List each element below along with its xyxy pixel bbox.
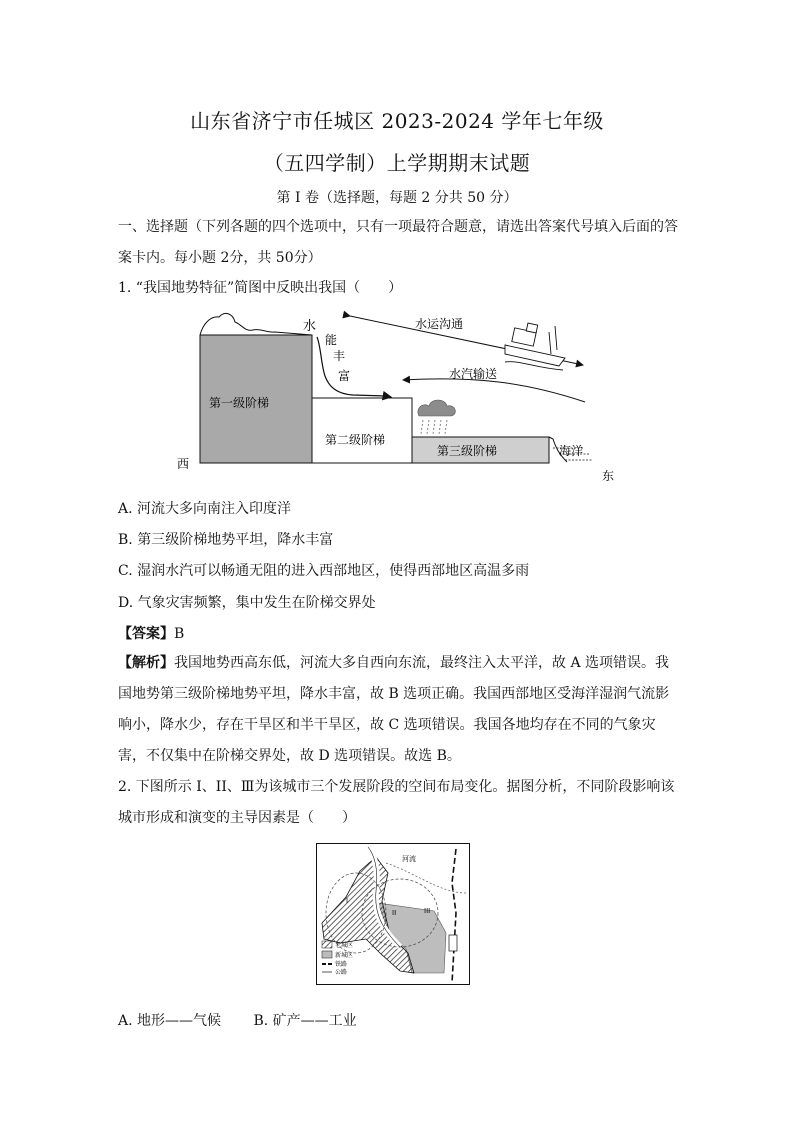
vapor-label: 水汽输送	[449, 367, 498, 381]
step-3-label: 第三级阶梯	[437, 444, 498, 458]
title-line-2: （五四学制）上学期期末试题	[263, 151, 531, 175]
analysis-text: 我国地势西高东低，河流大多自西向东流，最终注入太平洋，故 A 选项错误。我国地势第三级阶梯地势平坦，降水丰富，故 B 选项正确。我国西部地区受海洋湿润气流影响小，降水少，存在干旱区和半干旱区，故 C 选项错误。我国各地均存在不同的气象灾害，不仅集中在阶梯交界处，故 D 选项错误。故选 B。	[118, 655, 670, 764]
river-label: 河流	[402, 855, 416, 863]
step-1-label: 第一级阶梯	[209, 396, 270, 410]
east-label: 东	[602, 469, 615, 483]
q1-option-c: C. 湿润水汽可以畅通无阻的进入西部地区，使得西部地区高温多雨	[118, 563, 530, 579]
section-header: 第 I 卷（选择题，每题 2 分共 50 分）	[276, 190, 518, 206]
mountain-outline	[200, 313, 312, 335]
answer-value: B	[174, 626, 185, 642]
ship-icon	[505, 323, 565, 370]
q1-stem: 1. “我国地势特征”简图中反映出我国（ ）	[118, 280, 403, 296]
water-label-4: 富	[338, 369, 351, 383]
stage-label-2: II	[392, 909, 397, 917]
vapor-arrow	[403, 379, 585, 402]
q2-options-row: A. 地形——气候 B. 矿产——工业	[118, 1013, 357, 1029]
step-2-block	[312, 398, 412, 463]
ocean-label: 海洋	[559, 444, 584, 458]
legend-railway: 铁路	[335, 961, 348, 968]
q1-answer	[118, 623, 184, 643]
answer-label: 【答案】	[118, 626, 174, 642]
rain-cloud-icon	[418, 400, 455, 434]
step-2-label: 第二级阶梯	[325, 433, 386, 447]
q2-stem: 2. 下图所示 I、II、Ⅲ为该城市三个发展阶段的空间布局变化。据图分析，不同阶段影响该城市形成和演变的主导因素是（ ）	[118, 779, 675, 826]
q1-option-d: D. 气象灾害频繁，集中发生在阶梯交界处	[118, 595, 376, 611]
legend-old-city: 老城区	[335, 942, 354, 949]
instructions: 一、选择题（下列各题的四个选项中，只有一项最符合题意，请选出答案代号填入后面的答案卡内。每小题 2分，共 50分）	[118, 219, 678, 266]
terrain-figure	[175, 302, 615, 487]
west-label: 西	[177, 457, 190, 471]
q1-option-a: A. 河流大多向南注入印度洋	[118, 501, 292, 517]
stage-label-1: I	[346, 897, 349, 905]
legend-road: 公路	[335, 969, 348, 976]
legend-new-city: 新城区	[335, 952, 354, 959]
analysis-label: 【解析】	[118, 655, 174, 671]
water-label-3: 丰	[333, 349, 346, 363]
water-label-1: 水	[303, 319, 317, 334]
water-label-2: 能	[325, 333, 338, 347]
city-map-figure	[316, 843, 470, 985]
q1-analysis	[118, 648, 678, 772]
shipping-label: 水运沟通	[415, 317, 464, 331]
stage-label-3: III	[424, 907, 431, 915]
title-line-1: 山东省济宁市任城区 2023-2024 学年七年级	[190, 109, 604, 133]
q1-option-b: B. 第三级阶梯地势平坦，降水丰富	[118, 532, 334, 548]
